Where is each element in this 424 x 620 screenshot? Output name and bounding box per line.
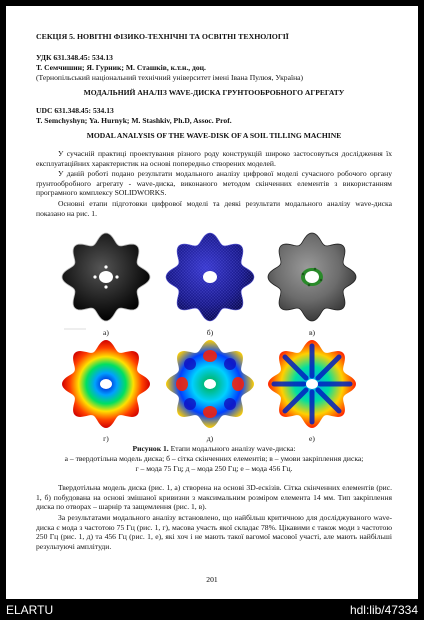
ua-title: МОДАЛЬНИЙ АНАЛІЗ WAVE-ДИСКА ГРУНТООБРОБНОГО АГРЕГАТУ (83, 88, 345, 97)
figure-solid-model (58, 223, 154, 331)
en-udc: UDC 631.348.45: 534.13 (36, 106, 114, 115)
caption-line-2: а – твердотільна модель диска; б – сітка скінченних елементів; в – умови закріплення диска; (64, 454, 364, 463)
en-title: MODAL ANALYSIS OF THE WAVE-DISK OF A SOIL TILLING MACHINE (86, 131, 342, 140)
caption-text: Етапи модального аналізу wave-диска: (168, 444, 296, 453)
document-page (6, 6, 418, 599)
figure-mode-250hz (162, 336, 258, 432)
footer-bar (0, 599, 424, 620)
paragraph-4: Твердотільна модель диска (рис. 1, а) створена на основі 3D-ескізів. Сітка скінченних елементів (рис. 1, б) побудована на основі змішаної кривизни з максимальним розміром елемента 14 мм. Тип закріплення диска по отворах – шарнір та защемлення (рис. 1, в). (36, 483, 392, 512)
paragraph-1: У сучасній практиці проектування різного роду конструкцій широко застосовуться дослідження їх експлуатаційних характеристик на основі попередньо створених моделей. (36, 149, 392, 168)
figure-mode-75hz (58, 336, 154, 432)
caption-title: Рисунок 1. (132, 444, 169, 453)
en-authors: T. Semchyshyn; Ya. Hurnyk; M. Stashkiv, Ph.D, Assoc. Prof. (36, 116, 232, 125)
figure-mesh-model (162, 223, 258, 331)
paragraph-3: Основні етапи підготовки цифрової моделі та деякі результати модального аналізу wave-диска показано на рис. 1. (36, 199, 392, 218)
ua-authors: Т. Семчишин; Я. Гурник; М. Сташків, к.т.н., доц. (36, 63, 206, 72)
footer-handle[interactable]: hdl:lib/47334 (349, 603, 418, 617)
label-g: г) (103, 434, 109, 443)
caption-line-3: г – мода 75 Гц; д – мода 250 Гц; е – мода 456 Гц. (135, 464, 293, 473)
figure-caption (36, 444, 392, 454)
ua-affiliation: (Тернопільський національний технічний університет імені Івана Пулюя, Україна) (36, 73, 304, 82)
label-e: е) (309, 434, 315, 443)
label-d: д) (206, 434, 214, 443)
section-title: СЕКЦІЯ 5. НОВІТНІ ФІЗИКО-ТЕХНІЧНІ ТА ОСВІТНІ ТЕХНОЛОГІЇ (36, 32, 289, 41)
footer-source: ELARTU (6, 603, 54, 617)
paragraph-2: У даній роботі подано результати модального аналізу цифрової моделі сучасного робочого органу ґрунтообробного агрегату - wave-диска, виконаного методом скінченних елементів з використанням програмного комплексу SOLIDWORKS. (36, 169, 392, 198)
page-number: 201 (206, 575, 218, 584)
label-b: б) (206, 328, 214, 337)
figure-fixture-model (264, 223, 360, 331)
label-a: а) (103, 328, 109, 337)
label-v: в) (308, 328, 316, 337)
ua-udc: УДК 631.348.45: 534.13 (36, 53, 113, 62)
figure-mode-456hz (264, 336, 360, 432)
paragraph-5: За результатами модального аналізу встановлено, що найбільш критичною для досліджуваного wave-диска є мода з частотою 75 Гц (рис. 1, г), масова участь якої складає 78%. Цікавими є також моди з частотою 250 Гц (рис. 1, д) та 456 Гц (рис. 1, е), які хоч і не мають такої вагомої масової участі, але мають найбільші результуючі амплітуди. (36, 513, 392, 551)
